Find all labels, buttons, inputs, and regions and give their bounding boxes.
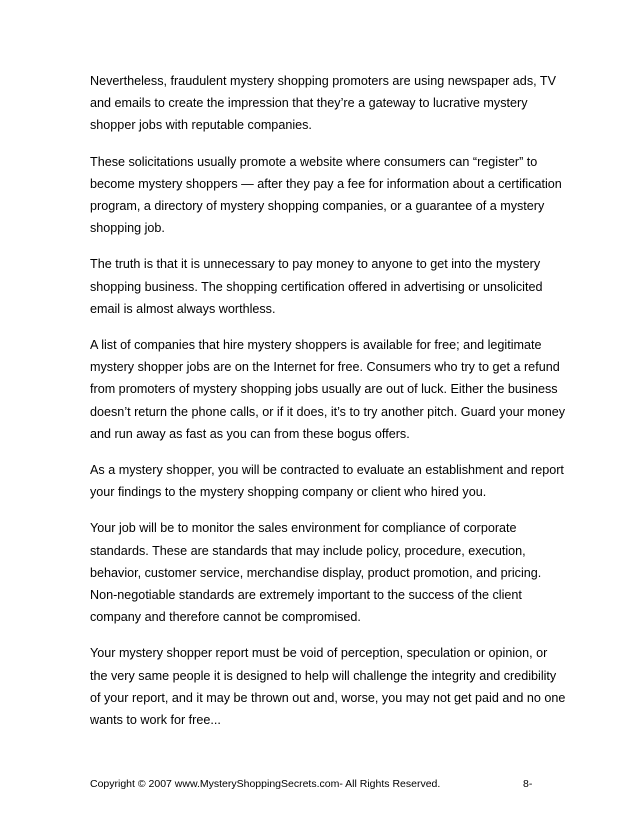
text-line: your findings to the mystery shopping company or client who hired you. [90, 485, 487, 500]
text-line: Nevertheless, fraudulent mystery shopping promoters are using newspaper ads, TV [90, 74, 556, 88]
text-line: doesn’t return the phone calls, or if it does, it’s to try another pitch. Guard your money [90, 404, 566, 419]
paragraph-6 [90, 517, 560, 628]
paragraph-3 [90, 253, 560, 320]
text-line: from promoters of mystery shopping jobs usually are out of luck. Either the business [90, 382, 558, 397]
text-line: email is almost always worthless. [90, 301, 276, 316]
text-line: wants to work for free... [90, 713, 221, 728]
text-line: These solicitations usually promote a website where consumers can “register” to [90, 154, 538, 169]
text-line: As a mystery shopper, you will be contracted to evaluate an establishment and report [90, 463, 564, 478]
text-line: and run away as fast as you can from these bogus offers. [90, 426, 410, 441]
text-line: become mystery shoppers — after they pay a fee for information about a certification [90, 176, 562, 191]
text-line: shopping job. [90, 221, 165, 236]
paragraph-4 [90, 334, 566, 445]
page-footer [90, 776, 540, 792]
paragraph-2 [90, 151, 560, 240]
text-line: program, a directory of mystery shopping companies, or a guarantee of a mystery [90, 199, 545, 214]
text-line: company and therefore cannot be compromised. [90, 610, 361, 625]
text-line: Your job will be to monitor the sales environment for compliance of corporate [90, 521, 517, 536]
text-line: and emails to create the impression that they’re a gateway to lucrative mystery [90, 96, 528, 111]
text-line: behavior, customer service, merchandise display, product promotion, and pricing. [90, 565, 542, 580]
text-line: A list of companies that hire mystery shoppers is available for free; and legitimate [90, 338, 542, 353]
text-line: shopper jobs with reputable companies. [90, 118, 312, 133]
copyright-notice: Copyright © 2007 www.MysteryShoppingSecrets.com- All Rights Reserved. [90, 778, 441, 790]
text-line: standards. These are standards that may include policy, procedure, execution, [90, 543, 526, 558]
paragraph-1 [90, 70, 560, 137]
text-line: shopping business. The shopping certification offered in advertising or unsolicited [90, 279, 543, 294]
text-line: of your report, and it may be thrown out and, worse, you may not get paid and no one [90, 690, 566, 705]
text-line: Non-negotiable standards are extremely important to the success of the client [90, 588, 522, 603]
paragraph-7 [90, 642, 566, 731]
body-text [90, 70, 566, 745]
page-number: 8- [523, 778, 533, 790]
text-line: Your mystery shopper report must be void of perception, speculation or opinion, or [90, 646, 548, 661]
text-line: The truth is that it is unnecessary to pay money to anyone to get into the mystery [90, 257, 541, 272]
text-line: the very same people it is designed to help will challenge the integrity and credibility [90, 668, 557, 683]
text-line: mystery shopper jobs are on the Internet for free. Consumers who try to get a refund [90, 360, 560, 375]
paragraph-5 [90, 459, 564, 503]
